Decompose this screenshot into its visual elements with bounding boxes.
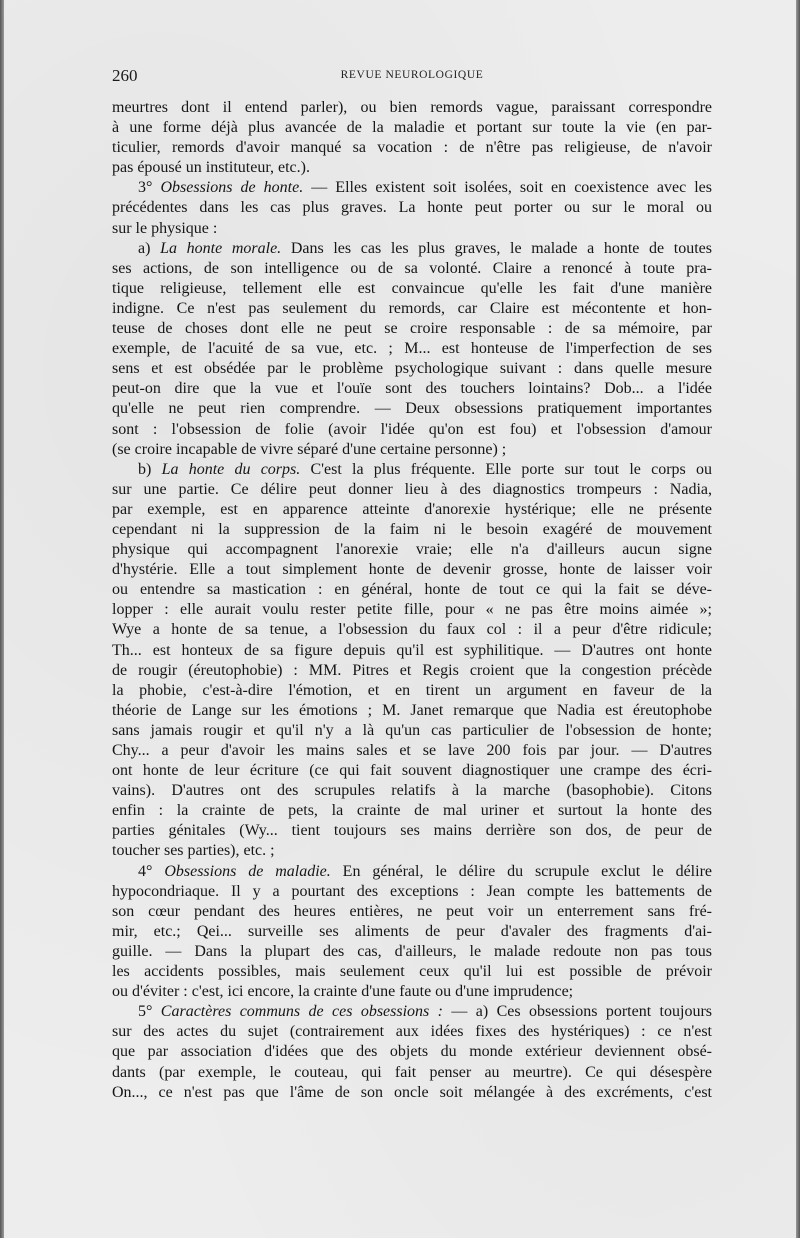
line-text: à une forme déjà plus avancée de la maladie et portant sur toute la vie (en par- bbox=[112, 119, 712, 137]
text-line bbox=[112, 500, 712, 520]
section-heading: Obsessions de honte. bbox=[160, 179, 304, 197]
line-text: Chy... a peur d'avoir les mains sales et se lave 200 fois par jour. — D'autres bbox=[112, 742, 712, 759]
line-text: Dans les cas les plus graves, le malade a honte de toutes bbox=[281, 239, 712, 257]
line-text: peut-on dire que la vue et l'ouïe sont des touchers lointains? Dob... a l'idée bbox=[112, 380, 712, 398]
text-line bbox=[112, 962, 712, 982]
line-text: sans jamais rougir et qu'il n'y a là qu'un cas particulier de l'obsession de honte; bbox=[112, 721, 712, 739]
line-text: mir, etc.; Qei... surveille ses aliments de peur d'avaler des fragments d'ai- bbox=[112, 922, 712, 940]
text-line bbox=[112, 862, 712, 882]
line-text: de rougir (éreutophobie) : MM. Pitres et Regis croient que la congestion précède bbox=[112, 661, 712, 679]
text-line bbox=[112, 1063, 712, 1083]
line-text: (se croire incapable de vivre séparé d'une certaine personne) ; bbox=[112, 440, 507, 458]
text-line bbox=[112, 741, 712, 761]
text-line bbox=[112, 942, 712, 962]
text-line bbox=[112, 1022, 712, 1042]
line-text: ses actions, de son intelligence ou de sa volonté. Claire a renoncé à toute pra- bbox=[112, 259, 712, 277]
line-text: — Elles existent soit isolées, soit en coexistence avec les bbox=[303, 179, 713, 197]
text-line bbox=[112, 219, 712, 239]
text-line bbox=[112, 319, 712, 339]
text-line bbox=[112, 158, 712, 178]
line-text: pas épousé un instituteur, etc.). bbox=[112, 159, 310, 177]
text-line bbox=[112, 781, 712, 801]
text-line bbox=[112, 1002, 712, 1022]
line-text: que par association d'idées que des objets du monde extérieur deviennent obsé- bbox=[112, 1043, 712, 1061]
text-line bbox=[112, 661, 712, 681]
line-text: théorie de Lange sur les émotions ; M. Janet remarque que Nadia est éreutophobe bbox=[112, 701, 712, 719]
text-line bbox=[112, 982, 712, 1002]
text-line bbox=[112, 701, 712, 721]
text-line bbox=[112, 239, 712, 259]
text-line bbox=[112, 560, 712, 580]
item-marker: 5° bbox=[138, 1003, 161, 1021]
line-text: sur le physique : bbox=[112, 219, 218, 237]
line-text: indigne. Ce n'est pas seulement du remords, car Claire est mécontente et hon- bbox=[112, 299, 712, 317]
page-number: 260 bbox=[112, 66, 138, 85]
text-line bbox=[112, 359, 712, 379]
item-marker: 3° bbox=[138, 179, 161, 197]
text-line bbox=[112, 620, 712, 640]
line-text: — a) Ces obsessions portent toujours bbox=[443, 1003, 713, 1021]
text-line bbox=[112, 178, 712, 198]
text-line bbox=[112, 480, 712, 500]
item-marker: b) bbox=[138, 460, 162, 478]
text-line bbox=[112, 420, 712, 440]
text-line bbox=[112, 821, 712, 841]
text-line bbox=[112, 761, 712, 781]
line-text: tique religieuse, tellement elle est convaincue qu'elle les fait d'une manière bbox=[112, 279, 712, 297]
line-text: ont honte de leur écriture (ce qui fait souvent diagnostiquer une crampe des écri- bbox=[112, 762, 712, 780]
text-line bbox=[112, 580, 712, 600]
text-line bbox=[112, 1083, 712, 1103]
line-text: précédentes dans les cas plus graves. La honte peut porter ou sur le moral ou bbox=[112, 199, 712, 217]
line-text: On..., ce n'est pas que l'âme de son oncle soit mélangée à des excréments, c'est bbox=[112, 1083, 712, 1101]
text-line bbox=[112, 460, 712, 480]
line-text: la phobie, c'est-à-dire l'émotion, et en tirent un argument en faveur de la bbox=[112, 681, 712, 699]
line-text: ou entendre sa mastication : en général, honte de tout ce qui la fait se déve- bbox=[112, 581, 712, 599]
text-line bbox=[112, 922, 712, 942]
text-line bbox=[112, 118, 712, 138]
text-line bbox=[112, 259, 712, 279]
running-title: REVUE NEUROLOGIQUE bbox=[340, 69, 484, 81]
line-text: Wye a honte de sa tenue, a l'obsession du faux col : il a peur d'être ridicule; bbox=[112, 621, 712, 639]
line-text: dants (par exemple, le couteau, qui fait penser au meurtre). Ce qui désespère bbox=[112, 1063, 712, 1081]
text-line bbox=[112, 801, 712, 821]
text-line bbox=[112, 399, 712, 419]
line-text: hypocondriaque. Il y a pourtant des exceptions : Jean compte les battements de bbox=[112, 882, 712, 900]
text-line bbox=[112, 198, 712, 218]
line-text: sont : l'obsession de folie (avoir l'idée qu'on est fou) et l'obsession d'amour bbox=[112, 420, 712, 438]
line-text: par exemple, est en apparence atteinte d'anorexie hystérique; elle ne présente bbox=[112, 500, 712, 518]
line-text: son cœur pendant des heures entières, ne peut voir un enterrement sans fré- bbox=[112, 902, 712, 920]
line-text: qu'elle ne peut rien comprendre. — Deux obsessions pratiquement importantes bbox=[112, 400, 712, 418]
line-text: cependant ni la suppression de la faim ni le besoin exagéré de mouvement bbox=[112, 520, 712, 538]
line-text: ou d'éviter : c'est, ici encore, la crainte d'une faute ou d'une imprudence; bbox=[112, 983, 574, 1001]
line-text: physique qui accompagnent l'anorexie vraie; elle n'a d'ailleurs aucun signe bbox=[112, 541, 712, 559]
body-text bbox=[112, 98, 712, 1103]
scan-edge-right bbox=[796, 0, 800, 1238]
text-line bbox=[112, 721, 712, 741]
line-text: sur des actes du sujet (contrairement aux idées fixes des hystériques) : ce n'est bbox=[112, 1023, 712, 1041]
text-line bbox=[112, 440, 712, 460]
document-page bbox=[4, 0, 796, 1238]
text-line bbox=[112, 299, 712, 319]
text-line bbox=[112, 540, 712, 560]
text-line bbox=[112, 138, 712, 158]
text-line bbox=[112, 339, 712, 359]
item-marker: a) bbox=[138, 239, 161, 257]
text-line bbox=[112, 641, 712, 661]
section-heading: Caractères communs de ces obsessions : bbox=[160, 1003, 444, 1021]
page-header bbox=[112, 66, 712, 86]
text-line bbox=[112, 841, 712, 861]
line-text: teuse de choses dont elle ne peut se croire responsable : de sa mémoire, par bbox=[112, 320, 712, 338]
line-text: parties génitales (Wy... tient toujours ses mains derrière son dos, de peur de bbox=[112, 822, 712, 840]
line-text: exemple, de l'acuité de sa vue, etc. ; M... est honteuse de l'imperfection de ses bbox=[112, 340, 712, 358]
line-text: enfin : la crainte de pets, la crainte de mal uriner et surtout la honte des bbox=[112, 802, 712, 820]
text-line bbox=[112, 98, 712, 118]
line-text: toucher ses parties), etc. ; bbox=[112, 842, 275, 860]
line-text: les accidents possibles, mais seulement ceux qu'il lui est possible de prévoir bbox=[112, 963, 712, 981]
line-text: guille. — Dans la plupart des cas, d'ailleurs, le malade redoute non pas tous bbox=[112, 942, 712, 960]
line-text: sur une partie. Ce délire peut donner lieu à des diagnostics trompeurs : Nadia, bbox=[112, 480, 712, 498]
text-line bbox=[112, 681, 712, 701]
line-text: lopper : elle aurait voulu rester petite fille, pour « ne pas être moins aimée »; bbox=[112, 601, 712, 619]
line-text: Th... est honteux de sa figure depuis qu'il est syphilitique. — D'autres ont honte bbox=[112, 641, 712, 659]
text-line bbox=[112, 882, 712, 902]
text-line bbox=[112, 1042, 712, 1062]
text-line bbox=[112, 902, 712, 922]
text-line bbox=[112, 279, 712, 299]
section-heading: Obsessions de maladie. bbox=[164, 862, 331, 880]
section-heading: La honte morale. bbox=[160, 239, 282, 257]
line-text: En général, le délire du scrupule exclut le délire bbox=[330, 862, 712, 880]
text-line bbox=[112, 379, 712, 399]
text-line bbox=[112, 520, 712, 540]
section-heading: La honte du corps. bbox=[161, 460, 301, 478]
text-line bbox=[112, 600, 712, 620]
line-text: d'hystérie. Elle a tout simplement honte de devenir grosse, honte de laisser voir bbox=[112, 561, 712, 579]
line-text: C'est la plus fréquente. Elle porte sur tout le corps ou bbox=[300, 460, 713, 478]
item-marker: 4° bbox=[138, 862, 165, 880]
line-text: meurtres dont il entend parler), ou bien remords vague, paraissant correspondre bbox=[112, 99, 712, 116]
line-text: sens et est obsédée par le problème psychologique suivant : dans quelle mesure bbox=[112, 360, 712, 378]
line-text: ticulier, remords d'avoir manqué sa vocation : de n'être pas religieuse, de n'avoir bbox=[112, 139, 712, 157]
line-text: vains). D'autres ont des scrupules relatifs à la marche (basophobie). Citons bbox=[112, 782, 712, 800]
